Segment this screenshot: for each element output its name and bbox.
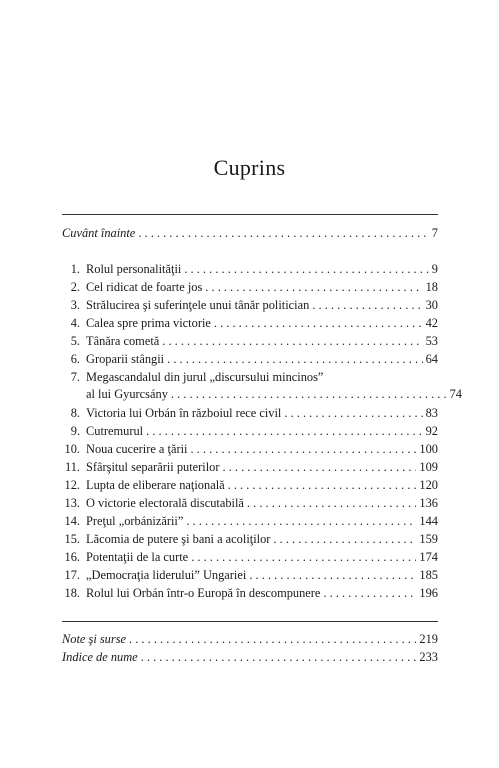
toc-entry-number: 6. bbox=[70, 352, 80, 366]
toc-entry-number: 5. bbox=[70, 334, 80, 348]
toc-entry-notes[interactable] bbox=[62, 631, 438, 648]
dot-leader bbox=[138, 225, 428, 242]
toc-entry-page: 92 bbox=[425, 424, 438, 438]
toc-entry-page: 196 bbox=[419, 586, 438, 600]
toc-entry-title: Cuvânt înainte bbox=[62, 226, 136, 240]
toc-entry-chapter-5[interactable] bbox=[62, 333, 438, 350]
toc-entry-page: 233 bbox=[419, 650, 438, 664]
dot-leader bbox=[141, 649, 417, 666]
toc-entry-number: 11. bbox=[64, 460, 80, 474]
toc-entry-chapter-16[interactable] bbox=[62, 549, 438, 566]
page-title: Cuprins bbox=[213, 155, 286, 180]
toc-entry-title: Cel ridicat de foarte jos bbox=[86, 280, 203, 294]
toc-entry-number: 17. bbox=[64, 568, 80, 582]
toc-entry-page: 120 bbox=[419, 478, 438, 492]
toc-entry-page: 136 bbox=[419, 496, 438, 510]
bottom-rule bbox=[62, 621, 438, 622]
dot-leader bbox=[129, 631, 416, 648]
toc-entry-chapter-6[interactable] bbox=[62, 351, 438, 368]
toc-entry-chapter-15[interactable] bbox=[62, 531, 438, 548]
toc-entry-title: Calea spre prima victorie bbox=[86, 316, 211, 330]
toc-entry-chapter-7[interactable] bbox=[62, 369, 462, 403]
dot-leader bbox=[214, 315, 423, 332]
dot-leader bbox=[284, 405, 422, 422]
toc-entry-title: Lupta de eliberare naţională bbox=[86, 478, 225, 492]
toc-entry-title: Potentaţii de la curte bbox=[86, 550, 189, 564]
toc-entry-chapter-9[interactable] bbox=[62, 423, 438, 440]
toc-entry-number: 4. bbox=[70, 316, 80, 330]
toc-entry-title-continued: al lui Gyurcsány bbox=[86, 387, 168, 401]
toc-entry-number: 9. bbox=[70, 424, 80, 438]
toc-entry-page: 7 bbox=[431, 226, 438, 240]
toc-entry-title: Strălucirea şi suferinţele unui tânăr politician bbox=[86, 298, 310, 312]
toc-entry-page: 109 bbox=[419, 460, 438, 474]
toc-entry-number: 16. bbox=[64, 550, 80, 564]
toc-entry-chapter-1[interactable] bbox=[62, 261, 438, 278]
toc-entry-page: 159 bbox=[419, 532, 438, 546]
toc-entry-page: 144 bbox=[419, 514, 438, 528]
toc-entry-number: 7. bbox=[70, 370, 80, 384]
toc-entry-number: 3. bbox=[70, 298, 80, 312]
toc-entry-title: Lăcomia de putere şi bani a acoliţilor bbox=[86, 532, 271, 546]
toc-entry-chapter-18[interactable] bbox=[62, 585, 438, 602]
toc-entry-chapter-3[interactable] bbox=[62, 297, 438, 314]
toc-entry-index[interactable] bbox=[62, 649, 438, 666]
toc-entry-title: „Democraţia liderului” Ungariei bbox=[86, 568, 247, 582]
toc-entry-title: Indice de nume bbox=[62, 650, 138, 664]
toc-entry-number: 15. bbox=[64, 532, 80, 546]
dot-leader bbox=[171, 386, 447, 403]
dot-leader bbox=[146, 423, 422, 440]
toc-entry-number: 2. bbox=[70, 280, 80, 294]
dot-leader bbox=[186, 513, 416, 530]
dot-leader bbox=[223, 459, 417, 476]
toc-entry-title: Cutremurul bbox=[86, 424, 144, 438]
toc-entry-title: Rolul lui Orbán într-o Europă în descompunere bbox=[86, 586, 321, 600]
toc-entry-number: 8. bbox=[70, 406, 80, 420]
dot-leader bbox=[249, 567, 416, 584]
toc-entry-page: 18 bbox=[425, 280, 438, 294]
toc-entry-page: 42 bbox=[425, 316, 438, 330]
toc-entry-chapter-8[interactable] bbox=[62, 405, 438, 422]
toc-entry-title: O victorie electorală discutabilă bbox=[86, 496, 244, 510]
toc-entry-title: Preţul „orbánizării” bbox=[86, 514, 184, 528]
toc-entry-number: 10. bbox=[64, 442, 80, 456]
toc-entry-page: 74 bbox=[449, 387, 462, 401]
toc-entry-title: Victoria lui Orbán în războiul rece civil bbox=[86, 406, 282, 420]
toc-entry-title: Groparii stângii bbox=[86, 352, 165, 366]
dot-leader bbox=[184, 261, 428, 278]
toc-entry-number: 18. bbox=[64, 586, 80, 600]
toc-entry-title: Noua cucerire a ţării bbox=[86, 442, 188, 456]
toc-entry-title: Rolul personalităţii bbox=[86, 262, 182, 276]
toc-entry-title: Sfârşitul separării puterilor bbox=[86, 460, 220, 474]
toc-entry-page: 83 bbox=[425, 406, 438, 420]
toc-entry-number: 1. bbox=[70, 262, 80, 276]
dot-leader bbox=[162, 333, 422, 350]
toc-entry-page: 30 bbox=[425, 298, 438, 312]
toc-entry-page: 100 bbox=[419, 442, 438, 456]
toc-entry-foreword[interactable] bbox=[62, 225, 438, 242]
dot-leader bbox=[205, 279, 422, 296]
dot-leader bbox=[191, 549, 416, 566]
toc-entry-number: 14. bbox=[64, 514, 80, 528]
toc-entry-chapter-14[interactable] bbox=[62, 513, 438, 530]
dot-leader bbox=[323, 585, 416, 602]
toc-entry-page: 219 bbox=[419, 632, 438, 646]
toc-entry-chapter-17[interactable] bbox=[62, 567, 438, 584]
toc-entry-page: 174 bbox=[419, 550, 438, 564]
toc-entry-chapter-13[interactable] bbox=[62, 495, 438, 512]
dot-leader bbox=[167, 351, 422, 368]
toc-entry-chapter-10[interactable] bbox=[62, 441, 438, 458]
toc-entry-page: 53 bbox=[425, 334, 438, 348]
toc-entry-number: 12. bbox=[64, 478, 80, 492]
dot-leader bbox=[247, 495, 416, 512]
dot-leader bbox=[273, 531, 416, 548]
toc-entry-title: Note şi surse bbox=[62, 632, 127, 646]
toc-entry-title: Tânăra cometă bbox=[86, 334, 160, 348]
toc-entry-page: 64 bbox=[425, 352, 438, 366]
toc-entry-title: Megascandalul din jurul „discursului mincinos” bbox=[86, 370, 324, 384]
top-rule bbox=[62, 214, 438, 215]
toc-entry-chapter-11[interactable] bbox=[62, 459, 438, 476]
toc-entry-number: 13. bbox=[64, 496, 80, 510]
toc-entry-chapter-12[interactable] bbox=[62, 477, 438, 494]
dot-leader bbox=[190, 441, 416, 458]
toc-entry-chapter-4[interactable] bbox=[62, 315, 438, 332]
dot-leader bbox=[228, 477, 417, 494]
toc-entry-page: 185 bbox=[419, 568, 438, 582]
toc-entry-chapter-2[interactable] bbox=[62, 279, 438, 296]
dot-leader bbox=[312, 297, 422, 314]
toc-entry-page: 9 bbox=[431, 262, 438, 276]
